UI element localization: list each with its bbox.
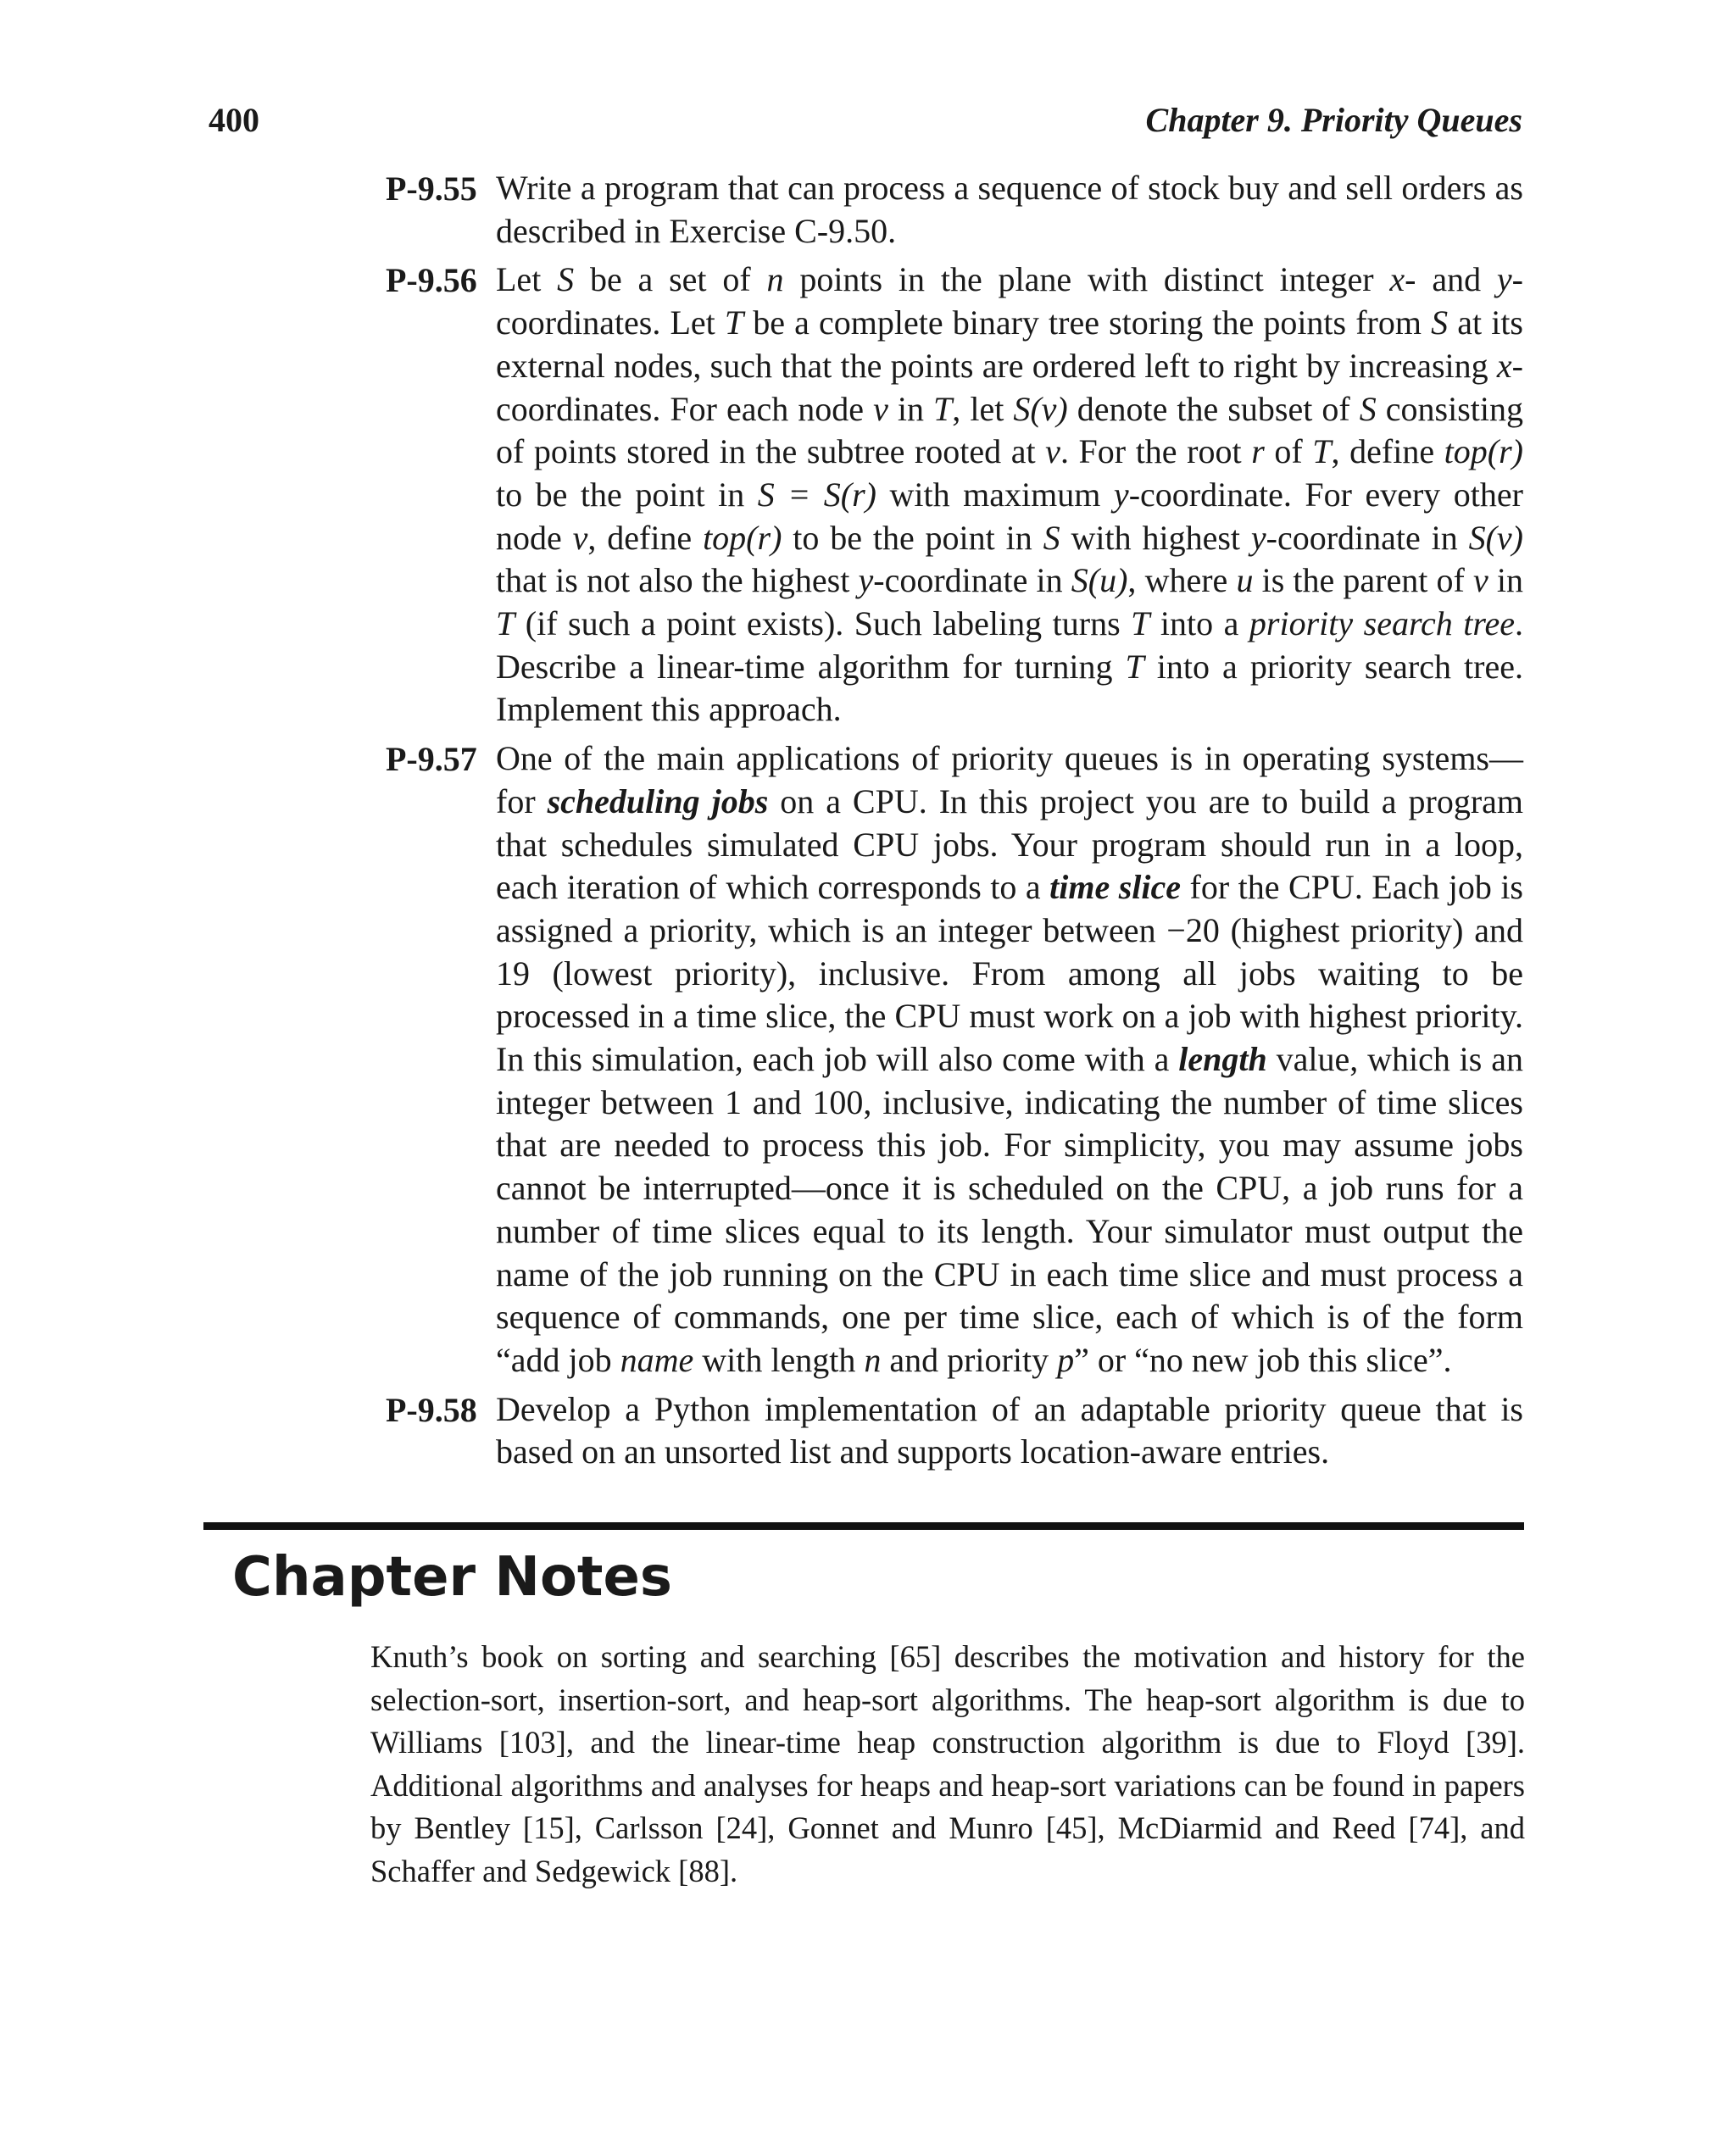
text-run: of — [1264, 432, 1313, 471]
problem-p-9-57 — [386, 737, 1523, 1382]
text-run: -coordinate. For every other node — [496, 475, 1523, 557]
running-head: Chapter 9. Priority Queues — [1145, 101, 1522, 139]
text-run: with highest — [1060, 518, 1251, 557]
text-run: , define — [1331, 432, 1444, 471]
text-run: into a priority search tree. Implement this approach. — [496, 647, 1523, 729]
math-var: v — [572, 518, 588, 557]
math-var: y — [1496, 260, 1512, 299]
section-heading: Chapter Notes — [232, 1546, 672, 1609]
math-var: S(v) — [1468, 518, 1524, 557]
math-var: S — [1359, 389, 1377, 428]
text-run: One of the main applications of priority queues is in operating systems—for — [496, 739, 1523, 820]
math-var: T — [933, 389, 953, 428]
text-run: -coordinate in — [1266, 518, 1469, 557]
math-var: v — [1472, 561, 1488, 600]
math-var: r — [1251, 432, 1265, 471]
text-run: denote the subset of — [1067, 389, 1360, 428]
problem-id: P-9.55 — [386, 170, 477, 208]
text-run: to be the point in — [782, 518, 1043, 557]
math-var: T — [1125, 647, 1144, 686]
text-run: in — [1488, 561, 1523, 600]
problem-text — [496, 737, 1523, 1382]
term-emphasis: time slice — [1049, 868, 1182, 907]
math-var: S(v) — [1013, 389, 1068, 428]
text-run: . For the root — [1060, 432, 1252, 471]
term-emphasis: length — [1178, 1040, 1267, 1079]
math-var: priority search tree — [1249, 604, 1515, 643]
chapter-notes-paragraph: Knuth’s book on sorting and searching [65] describes the motivation and history for the selection-sort, insertion-sort, and heap-sort algorithms. The heap-sort algorithm is due to Williams [103], and the linear-time heap construction algorithm is due to Floyd [39]. Additional algorithms and analyses for heaps and heap-sort variations can be found in papers by Bentley [15], Carlsson [24], Gonnet and Munro [45], McDiarmid and Reed [74], and Schaffer and Sedgewick [88]. — [370, 1639, 1525, 1888]
text-run: with length — [693, 1340, 865, 1379]
problem-list — [386, 167, 1523, 1480]
math-var: T — [496, 604, 515, 643]
math-var: S(u) — [1071, 561, 1128, 600]
text-run: be a complete binary tree storing the points from — [743, 303, 1432, 342]
text-run: - and — [1405, 260, 1497, 299]
text-run: , define — [587, 518, 704, 557]
page-number: 400 — [209, 101, 259, 139]
problem-text: Develop a Python implementation of an adaptable priority queue that is based on an unsorted list and supports location-aware entries. — [496, 1389, 1523, 1471]
math-var: T — [1131, 604, 1150, 643]
problem-id: P-9.57 — [386, 740, 477, 779]
math-var: u — [1236, 561, 1254, 600]
math-var: S — [1431, 303, 1449, 342]
problem-p-9-56 — [386, 259, 1523, 731]
math-var: y — [1113, 475, 1129, 514]
problem-id: P-9.58 — [386, 1390, 477, 1429]
text-run: points in the plane with distinct integer — [783, 260, 1390, 299]
text-run: consisting of points stored in the subtree rooted at — [496, 389, 1523, 471]
math-var: n — [864, 1340, 882, 1379]
text-run: for the CPU. Each job is assigned a priority, which is an integer between −20 (highest priority) and 19 (lowest priority), inclusive. From among all jobs waiting to be processed in a time slice, the CPU must work on a job with highest priority. In this simulation, each job will also come with a — [496, 868, 1524, 1079]
text-run: into a — [1149, 604, 1249, 643]
math-var: S = S(r) — [757, 475, 876, 514]
math-var: top(r) — [1444, 432, 1523, 471]
text-run: value, which is an integer between 1 and 100, inclusive, indicating the number of time slices that are needed to process this job. For simplicity, you may assume jobs cannot be interrupted—once it is scheduled on the CPU, a job runs for a number of time slices equal to its length. Your simulator must output the name of the job running on the CPU in each time slice and must process a sequence of commands, one per time slice, each of which is of the form “add job — [496, 1040, 1523, 1379]
text-run: to be the point in — [496, 475, 758, 514]
text-run: and priority — [881, 1340, 1058, 1379]
problem-text: Write a program that can process a sequence of stock buy and sell orders as described in Exercise C-9.50. — [496, 169, 1523, 250]
text-run: -coordinates. For each node — [496, 346, 1523, 428]
text-run: -coordinate in — [873, 561, 1071, 600]
math-var: S — [557, 260, 575, 299]
text-run: , let — [952, 389, 1014, 428]
text-run: is the parent of — [1253, 561, 1473, 600]
math-var: x — [1389, 260, 1405, 299]
math-var: T — [724, 303, 744, 342]
math-var: p — [1057, 1340, 1075, 1379]
math-var: y — [1250, 518, 1266, 557]
text-run: with maximum — [876, 475, 1114, 514]
text-run: on a CPU. In this project you are to build a program that schedules simulated CPU jobs. Your program should run in a loop, each iteration of which corresponds to a — [496, 781, 1524, 907]
text-run: at its external nodes, such that the points are ordered left to right by increasing — [496, 303, 1524, 385]
problem-p-9-58 — [386, 1388, 1523, 1474]
text-run: (if such a point exists). Such labeling turns — [515, 604, 1132, 643]
math-var: v — [873, 389, 888, 428]
text-run: Let — [496, 260, 558, 299]
math-var: S — [1043, 518, 1060, 557]
term-emphasis: scheduling jobs — [547, 781, 769, 820]
text-run: in — [887, 389, 934, 428]
text-run: ” or “no new job this slice”. — [1074, 1340, 1452, 1379]
text-run: , where — [1127, 561, 1237, 600]
text-run: . Describe a linear-time algorithm for turning — [496, 604, 1523, 686]
problem-text — [496, 259, 1523, 731]
problem-p-9-55 — [386, 167, 1523, 253]
math-var: y — [858, 561, 874, 600]
math-var: v — [1045, 432, 1060, 471]
math-var: n — [766, 260, 784, 299]
math-var: T — [1312, 432, 1332, 471]
text-run: -coordinates. Let — [496, 260, 1523, 342]
section-divider — [203, 1522, 1524, 1530]
text-run: be a set of — [574, 260, 767, 299]
problem-id: P-9.56 — [386, 261, 477, 300]
math-var: name — [620, 1340, 694, 1379]
math-var: top(r) — [703, 518, 782, 557]
math-var: x — [1496, 346, 1512, 385]
text-run: that is not also the highest — [496, 561, 859, 600]
